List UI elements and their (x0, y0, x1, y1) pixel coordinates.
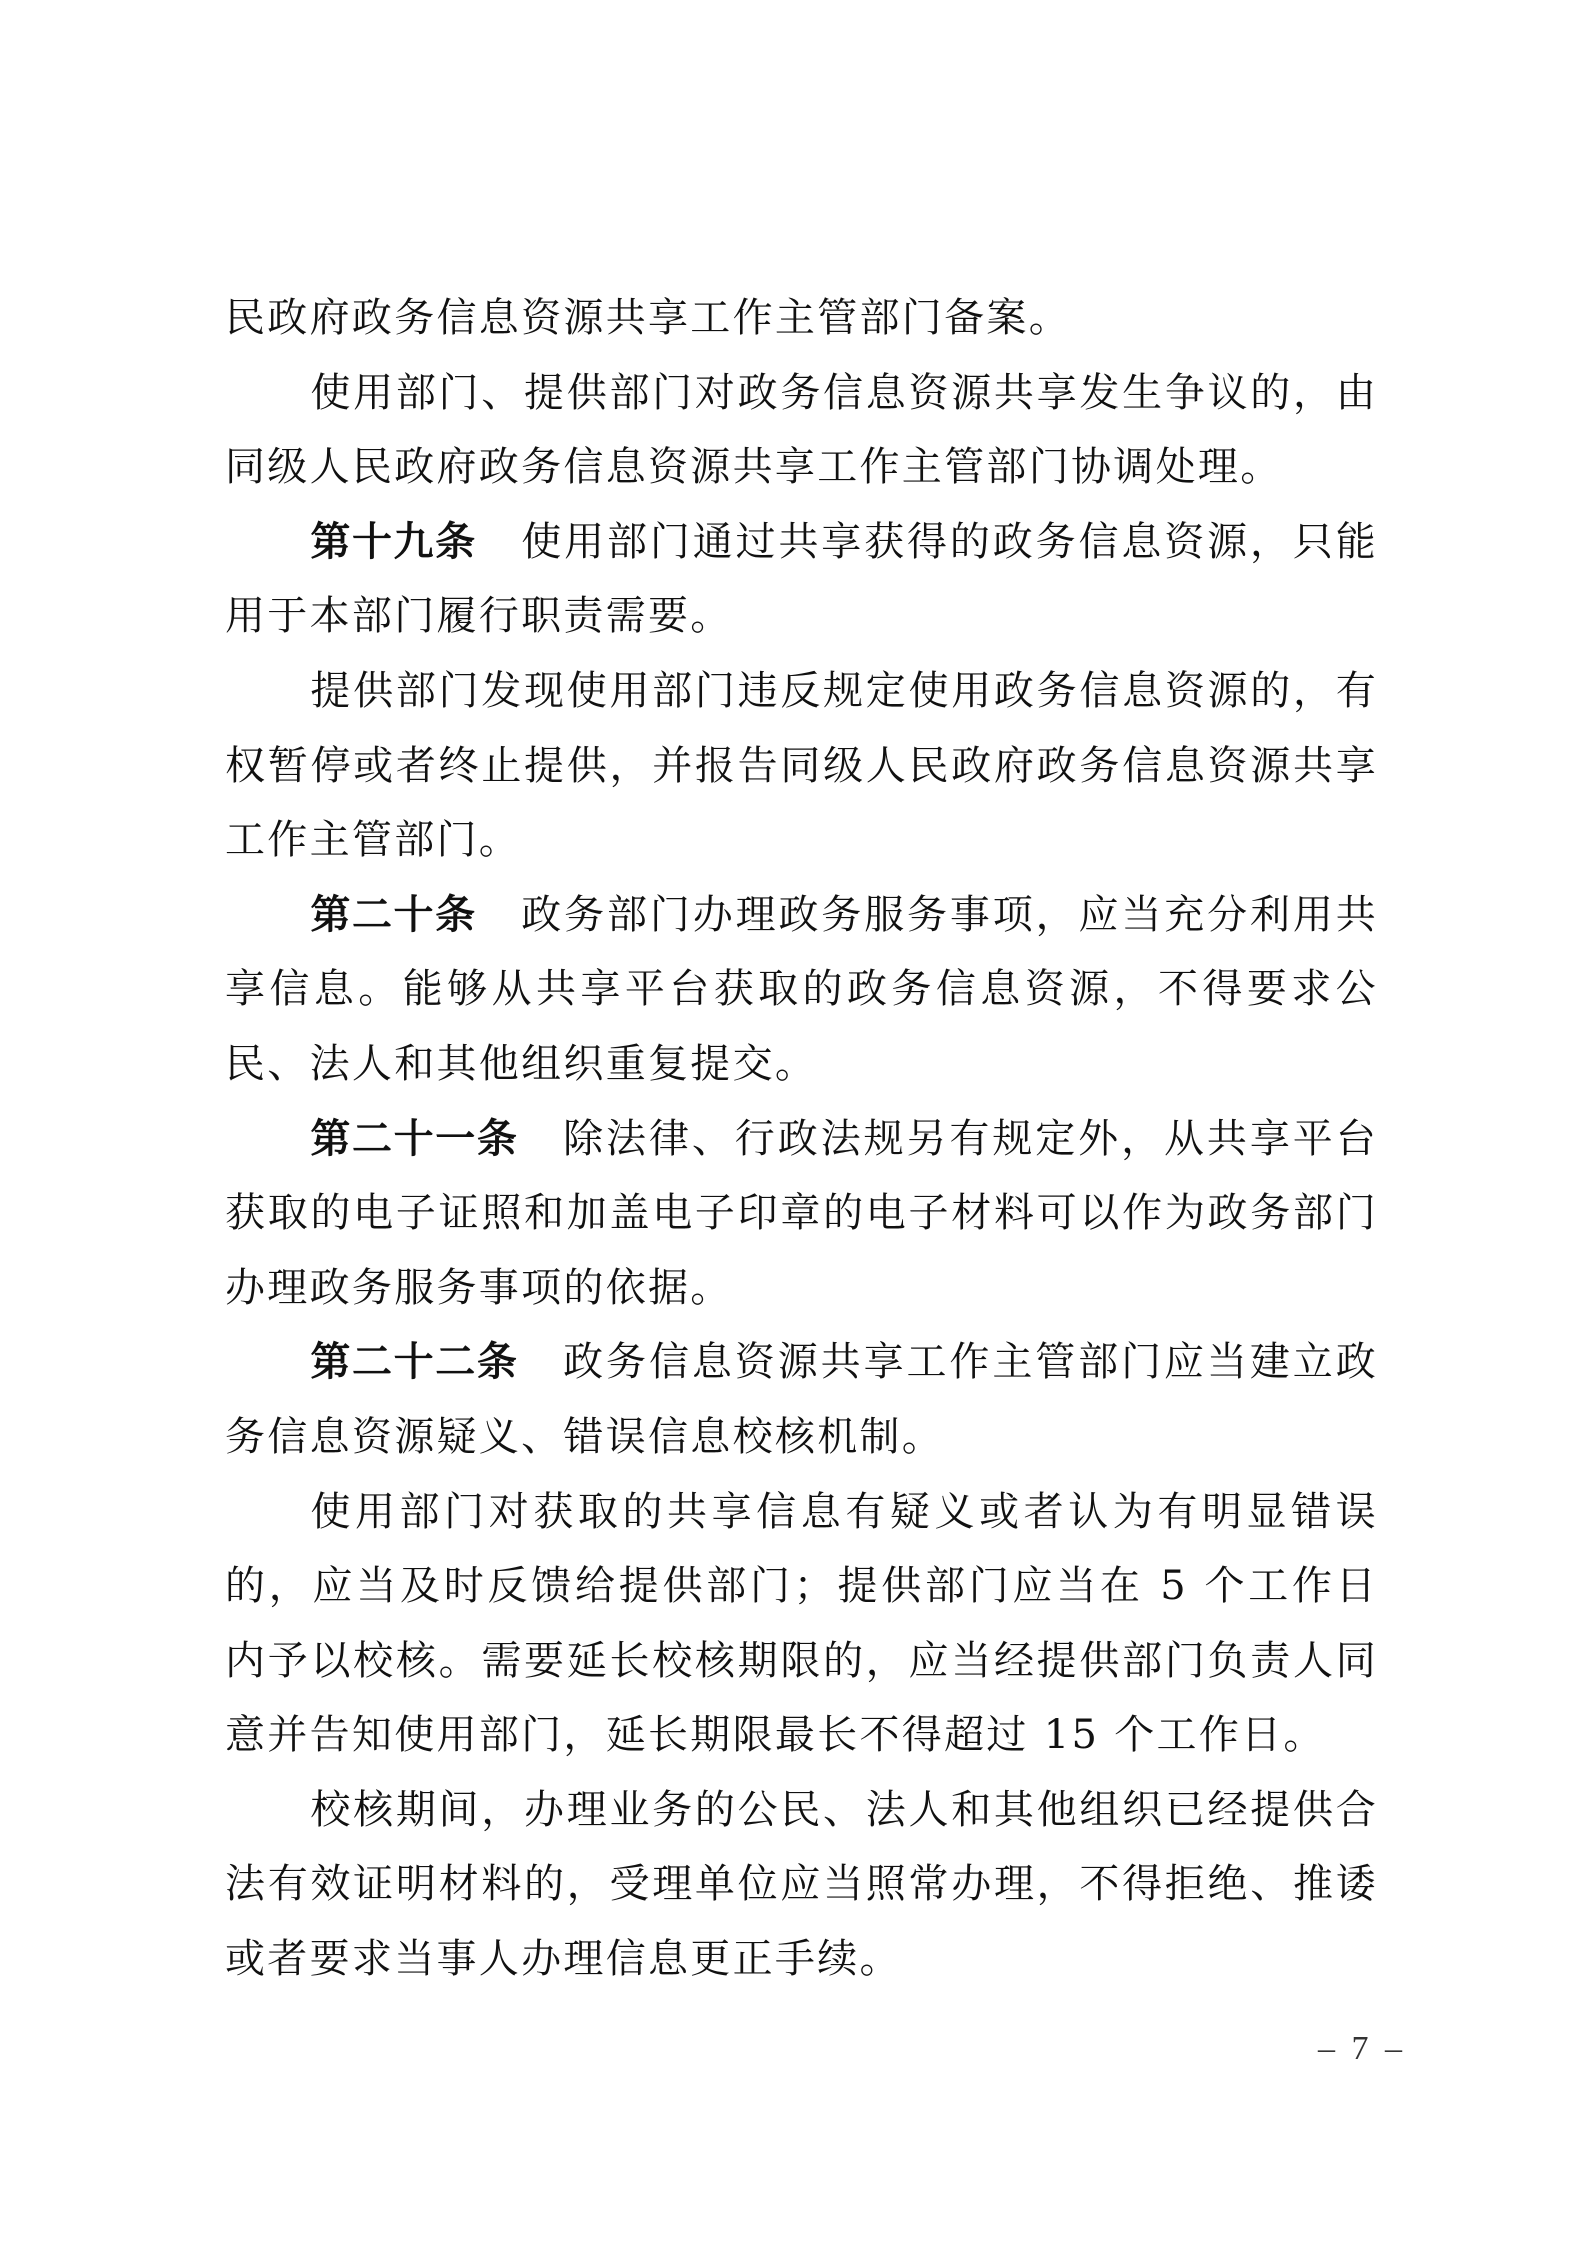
article-21 (225, 1102, 1378, 1326)
paragraph-text: 使用部门对获取的共享信息有疑义或者认为有明显错误的，应当及时反馈给提供部门；提供部门应当在 5 个工作日内予以校核。需要延长校核期限的，应当经提供部门负责人同意并告知使用部门，延长期限最长不得超过 15 个工作日。 (225, 1488, 1378, 1759)
paragraph-text: 校核期间，办理业务的公民、法人和其他组织已经提供合法有效证明材料的，受理单位应当照常办理，不得拒绝、推诿或者要求当事人办理信息更正手续。 (225, 1786, 1378, 1983)
paragraph-text: 使用部门通过共享获得的政务信息资源，只能用于本部门履行职责需要。 (225, 518, 1379, 640)
document-body (225, 281, 1378, 1997)
paragraph-verification-period (225, 1773, 1378, 1997)
paragraph-text: 政务部门办理政务服务事项，应当充分利用共享信息。能够从共享平台获取的政务信息资源，不得要求公民、法人和其他组织重复提交。 (225, 891, 1379, 1087)
paragraph-continuation (225, 281, 1378, 356)
paragraph-verification (225, 1475, 1378, 1773)
article-22 (225, 1325, 1378, 1474)
paragraph-violation (225, 654, 1378, 878)
article-heading: 第二十一条 (310, 1115, 519, 1162)
article-heading: 第二十二条 (310, 1339, 519, 1386)
paragraph-text: 民政府政务信息资源共享工作主管部门备案。 (225, 295, 1071, 341)
article-heading: 第十九条 (310, 518, 477, 565)
article-heading: 第二十条 (310, 891, 477, 938)
paragraph-text: 除法律、行政法规另有规定外，从共享平台获取的电子证照和加盖电子印章的电子材料可以作为政务部门办理政务服务事项的依据。 (225, 1115, 1378, 1311)
paragraph-dispute (225, 356, 1378, 505)
paragraph-text: 政务信息资源共享工作主管部门应当建立政务信息资源疑义、错误信息校核机制。 (225, 1339, 1378, 1460)
article-19 (225, 505, 1378, 654)
article-20 (225, 878, 1378, 1102)
paragraph-text: 提供部门发现使用部门违反规定使用政务信息资源的，有权暂停或者终止提供，并报告同级人民政府政务信息资源共享工作主管部门。 (225, 667, 1378, 864)
page-number: – 7 – (1318, 2030, 1406, 2067)
paragraph-text: 使用部门、提供部门对政务信息资源共享发生争议的，由同级人民政府政务信息资源共享工作主管部门协调处理。 (225, 369, 1378, 491)
